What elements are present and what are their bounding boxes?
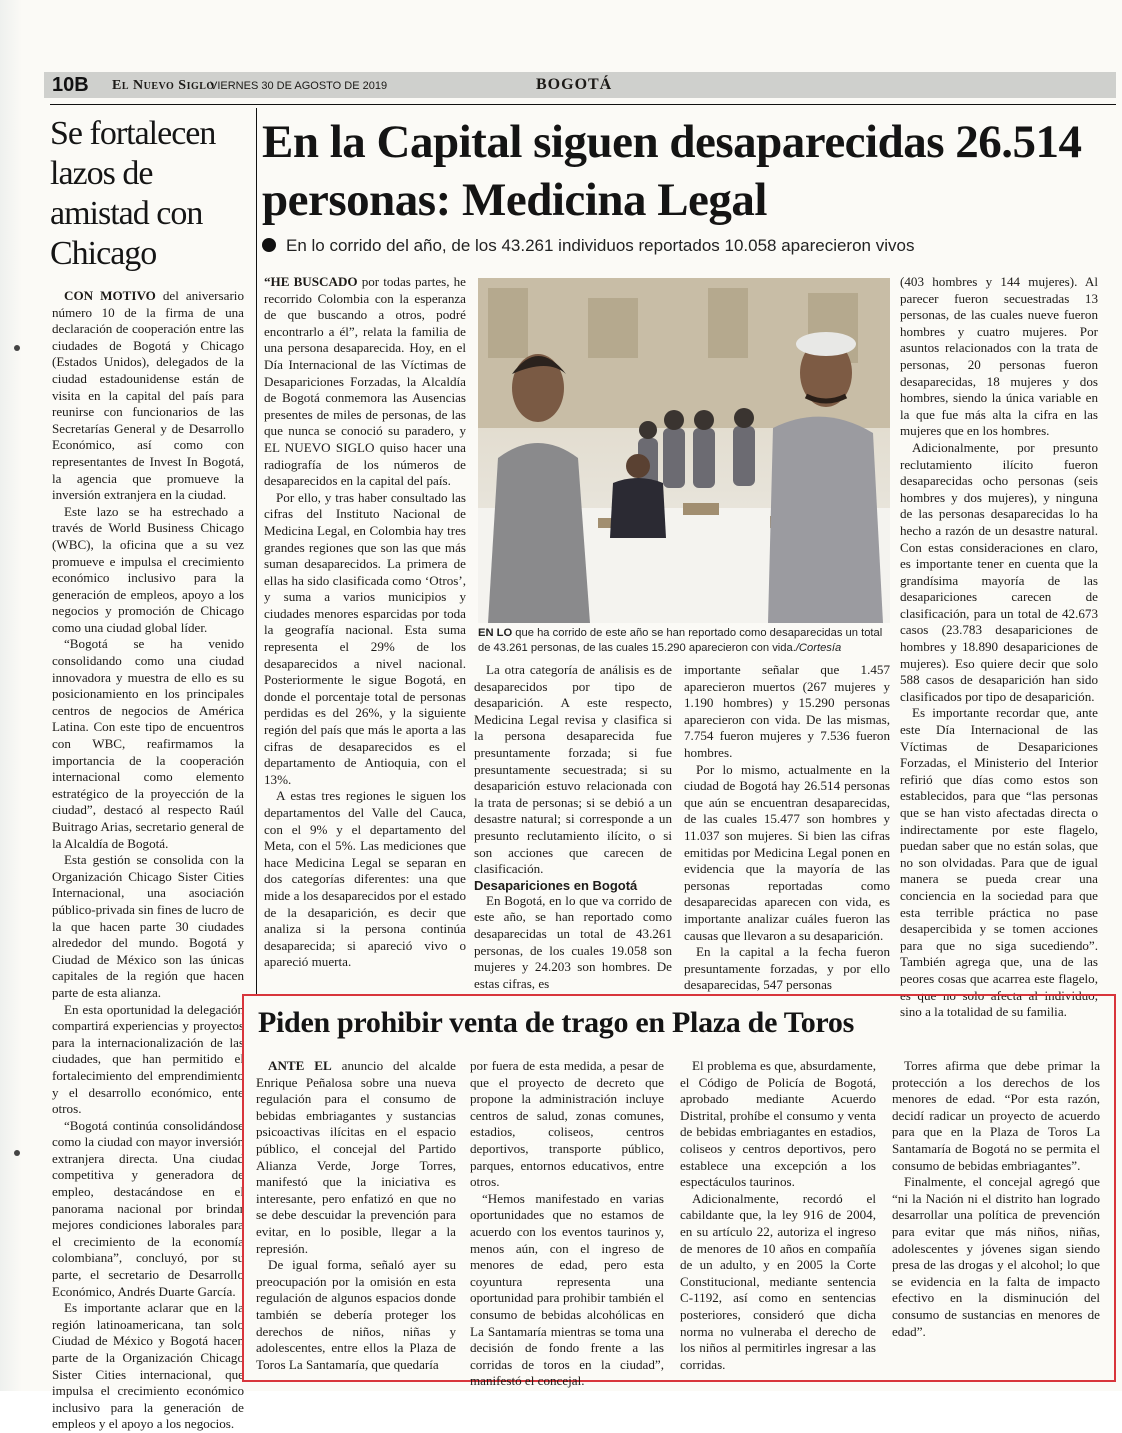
box-paragraph: De igual forma, señaló ayer su preocupación por la omisión en esta regulación de algunos espacios donde también se debería proteger los derechos de niños, niñas y adolescentes, entre ellos la Plaza de Toros La Santamaría, que quedaría	[256, 1257, 456, 1372]
box-column-1	[256, 1058, 456, 1372]
main-subtitle: Desapariciones en Bogotá	[474, 877, 638, 893]
margin-mark	[14, 345, 20, 351]
photo-caption	[478, 626, 890, 656]
main-paragraph: importante señalar que 1.457 aparecieron muertos (267 mujeres y 1.190 hombres) y 15.290 personas aparecieron con vida. De las mismas, 7.754 fueron mujeres y 7.536 fueron hombres.	[684, 662, 890, 760]
side-paragraph: En esta oportunidad la delegación compartirá experiencias y proyectos para la internacionalización de las ciudades, que han permitido el fortalecimiento del emprendimiento y el desarrollo económico, ente otros.	[52, 1001, 244, 1117]
side-paragraph: “Bogotá se ha venido consolidando como una ciudad innovadora y muestra de ello es su posicionamiento en los principales centros de negocios de América Latina. Con este tipo de encuentros con WBC, reafirmamos la importancia de la cooperación internacional como elemento estratégico de la proyección de la ciudad”, destacó al respecto Raúl Buitrago Arias, secretario general de la Alcaldía de Bogotá.	[52, 636, 244, 851]
main-subhead	[262, 236, 914, 256]
subhead-text: En lo corrido del año, de los 43.261 individuos reportados 10.058 aparecieron vivos	[286, 236, 915, 255]
main-paragraph: Adicionalmente, por presunto reclutamiento ilícito fueron desaparecidas ocho personas (seis hombres y dos mujeres), y ninguna de las personas desaparecidas lo ha hecho a razón de un desastre natural. Con estas consideraciones en claro, es importante tener en cuenta que la grandísima mayoría de las desapariciones carecen de clasificación, para un total de 42.673 casos (23.783 desapariciones de hombres y 18.890 desapariciones de mujeres). Eso quiere decir que solo 588 casos de desaparición han sido clasificados por tipo de desaparición.	[900, 439, 1098, 704]
box-paragraph: El problema es que, absurdamente, el Código de Policía de Bogotá, aprobado mediante Acuerdo Distrital, prohíbe el consumo y venta de bebidas embriagantes en estadios, coliseos y centros deportivos, pero establece una excepción a los espectáculos taurinos.	[680, 1058, 876, 1190]
bullet-icon	[262, 238, 276, 252]
side-paragraph: Este lazo se ha estrechado a través de World Business Chicago (WBC), la oficina que a su vez promueve e impulsa el crecimiento económico inclusivo para la generación de empleos, apoyo a los negocios y promoción de Chicago como una ciudad global líder.	[52, 503, 244, 635]
main-paragraph: por todas partes, he recorrido Colombia con la esperanza de que buscando a otros, podré encontrarlo a él”, relata la familia de una persona desaparecida. Hoy, en el Día Internacional de las Víctimas de Desapariciones Forzadas, la Alcaldía de Bogotá conmemora las Ausencias presentes de miles de personas, de las que nunca se conoció su paradero, y EL NUEVO SIGLO quiso hacer una radiografía de los números de desaparecidos en la capital del país.	[264, 274, 466, 489]
caption-text: que ha corrido de este año se han reportado como desaparecidas un total de 43.261 personas, de las cuales 15.290 aparecieron con vida.	[478, 627, 883, 654]
page-number: 10B	[52, 74, 89, 96]
main-column-3	[684, 662, 890, 993]
caption-lead: EN LO	[478, 627, 513, 639]
main-paragraph: A estas tres regiones le siguen los departamentos del Valle del Cauca, con el 9% y el departamento del Meta, con el 5%. Las mediciones que hace Medicina Legal se separan en dos categorías diferentes: una que mide a los desaparecidos por el estado de la desaparición, es decir que analiza si la persona continúa desaparecida; si apareció vivo o apareció muerta.	[264, 788, 466, 970]
box-paragraph: “Hemos manifestado en varias oportunidades que no estamos de acuerdo con los eventos taurinos y, menos aún, con el ingreso de menores de edad, pero esta coyuntura representa una oportunidad para prohibir también el consumo de bebidas alcohólicas en La Santamaría mientras se toma una decisión de fondo frente a las corridas de toros en la ciudad”, manifestó el concejal.	[470, 1190, 664, 1389]
box-paragraph: anuncio del alcalde Enrique Peñalosa sobre una nueva regulación para el consumo de bebidas embriagantes y sustancias psicoactivas ilícitas en el espacio público, el concejal del Partido Alianza Verde, Jorge Torres, manifestó que la iniciativa es interesante, pero enfatizó en que no se debe descuidar la prevención para evitar, en lo posible, llegar a la represión.	[256, 1058, 456, 1256]
binder-margin	[0, 0, 22, 1391]
main-paragraph: Por lo mismo, actualmente en la ciudad de Bogotá hay 26.514 personas que aún se encuentran desaparecidas, de las cuales 15.477 son hombres y 11.037 son mujeres. Si bien las cifras emitidas por Medicina Legal ponen en evidencia que la mayoría de las personas reportadas como desaparecidas aparecen con vida, es importante analizar cuáles fueron las causas que llevaron a su desaparición.	[684, 761, 890, 943]
side-lead-words: CON MOTIVO	[64, 288, 156, 303]
newspaper-name: El Nuevo Siglo	[112, 78, 215, 93]
column-rule	[256, 108, 257, 994]
main-lead-words: “HE BUSCADO	[264, 274, 358, 289]
photo-illustration	[478, 278, 890, 623]
section-title: BOGOTÁ	[536, 76, 613, 93]
caption-credit: /Cortesía	[795, 642, 842, 654]
side-paragraph: “Bogotá continúa consolidándose como la ciudad con mayor inversión extranjera directa. Una ciudad competitiva y generadora de empleo, destacándose en el panorama nacional por brindar mejores condiciones laborales para el crecimiento de la economía colombiana”, concluyó, por su parte, el secretario de Desarrollo Económico, Andrés Duarte García.	[52, 1117, 244, 1299]
box-paragraph: Finalmente, el concejal agregó que “ni la Nación ni el distrito han logrado desarrollar una política de prevención para evitar que más niños, niñas, adolescentes y jóvenes sigan siendo presa de las drogas y el alcohol; lo que se evidencia en la falta de impacto efectivo en la disminución del consumo de sustancias en menores de edad”.	[892, 1174, 1100, 1339]
article-photo	[478, 278, 890, 623]
main-paragraph: La otra categoría de análisis es de desaparecidos por tipo de desaparición. A este respecto, Medicina Legal revisa y clasifica si la persona desaparecida fue presuntamente forzada; si fue presuntamente secuestrada; si su desaparición estuvo relacionada con la trata de personas; si se debió a un desastre natural; si corresponde a un presunto reclutamiento ilícito, o si son acciones que carecen de clasificación.	[474, 662, 672, 877]
main-paragraph: En la capital a la fecha fueron presuntamente forzadas, y por ello desaparecidas, 547 personas	[684, 944, 890, 993]
box-headline: Piden prohibir venta de trago en Plaza de Toros	[258, 1006, 854, 1039]
main-paragraph: Es importante recordar que, ante este Día Internacional de las Víctimas de Desapariciones Forzadas, el Ministerio del Interior refirió que días como estos son establecidos, para que “las personas que se han visto afectadas directa o indirectamente por este flagelo, puedan saber que no están solas, que no son olvidadas. Para que de igual manera se pueda crear una conciencia en la sociedad para que esta terrible práctica no pase desapercibida y se tomen acciones para que no siga sucediendo”. También agrega que, una de las peores cosas que acarrea este flagelo, es que no solo afecta al individuo, sino a la totalidad de su familia.	[900, 705, 1098, 1020]
side-paragraph: Esta gestión se consolida con la Organización Chicago Sister Cities Internacional, una asociación público-privada sin fines de lucro de la que hacen parte 30 ciudades alrededor del mundo. Bogotá y Ciudad de México son las únicas capitales de la región que hacen parte de esta alianza.	[52, 852, 244, 1000]
main-column-2	[474, 662, 672, 991]
main-paragraph: Por ello, y tras haber consultado las cifras del Instituto Nacional de Medicina Legal, en Colombia hay tres grandes regiones que son las que más suman desaparecidos. La primera de ellas ha sido clasificada como ‘Otros’, y suma a varios municipios y ciudades menores esparcidas por toda la geografía nacional. Esta suma representa el 29% de los desaparecidos a nivel nacional. Posteriormente le sigue Bogotá, en donde el porcentaje total de personas perdidas es del 26%, y la siguiente región del país que más le aporta a las cifras de desaparecidos es el departamento de Antioquia, con el 13%.	[264, 489, 466, 787]
main-headline: En la Capital siguen desaparecidas 26.514 personas: Medicina Legal	[262, 116, 1082, 226]
main-column-4	[900, 274, 1098, 1020]
main-paragraph: (403 hombres y 144 mujeres). Al parecer fueron secuestradas 13 personas, de las cuales nueve fueron hombres y cuatro mujeres. Por asuntos relacionados con la trata de personas, 20 personas fueron desaparecidas, 18 mujeres y dos hombres, siendo la única variable en la que fue más alta la cifra en las mujeres que en los hombres.	[900, 274, 1098, 439]
box-column-2	[470, 1058, 664, 1389]
box-paragraph: por fuera de esta medida, a pesar de que el proyecto de decreto que propone la administración incluye centros de salud, zonas comunes, estadios, coliseos, centros deportivos, transporte público, parques, entornos educativos, entre otros.	[470, 1058, 664, 1190]
margin-mark	[14, 1150, 20, 1156]
side-article-body	[52, 288, 244, 1432]
side-paragraph: Es importante aclarar que en la región latinoamericana, tan solo Ciudad de México y Bogotá hacen parte de la Organización Chicago Sister Cities internacional, que impulsa el crecimiento económico inclusivo para la generación de empleos y el apoyo a los negocios.	[52, 1300, 244, 1432]
box-column-4	[892, 1058, 1100, 1368]
side-headline: Se fortalecen lazos de amistad con Chicago	[50, 115, 216, 273]
box-paragraph: Adicionalmente, recordó el cabildante que, la ley 916 de 2004, en su artículo 22, autoriza el ingreso de menores de 10 años en compañía de un adulto, y en 2005 la Corte Constitucional, mediante sentencia C-1192, así como en sentencias posteriores, consideró que dicha norma no vulneraba el derecho de los niños al permitirles ingresar a las corridas.	[680, 1190, 876, 1372]
main-column-1	[264, 274, 466, 986]
main-paragraph: En Bogotá, en lo que va corrido de este año, se han reportado como desaparecidas un total de 43.261 personas, de los cuales 19.058 son mujeres y 24.203 son hombres. De estas cifras, es	[474, 892, 672, 991]
header-rule	[50, 104, 1116, 105]
side-paragraph: del aniversario número 10 de la firma de una declaración de cooperación entre las ciudades de Bogotá y Chicago (Estados Unidos), delegados de la ciudad estadounidense están de visita en la capital del país para reunirse con funcionarios de las Secretarías General y de Desarrollo Económico, así como con representantes de Invest In Bogotá, la agencia que promueve la inversión extranjera en la ciudad.	[52, 288, 244, 503]
box-column-3	[680, 1058, 876, 1372]
box-lead-words: ANTE EL	[268, 1058, 332, 1073]
issue-date: VIERNES 30 DE AGOSTO DE 2019	[210, 80, 388, 92]
box-paragraph: Torres afirma que debe primar la protección a los derechos de los menores de edad. “Por esta razón, decidí radicar un proyecto de acuerdo para que en la Plaza de Toros La Santamaría de Bogotá no se permita el consumo de bebidas embriagantes”.	[892, 1058, 1100, 1173]
